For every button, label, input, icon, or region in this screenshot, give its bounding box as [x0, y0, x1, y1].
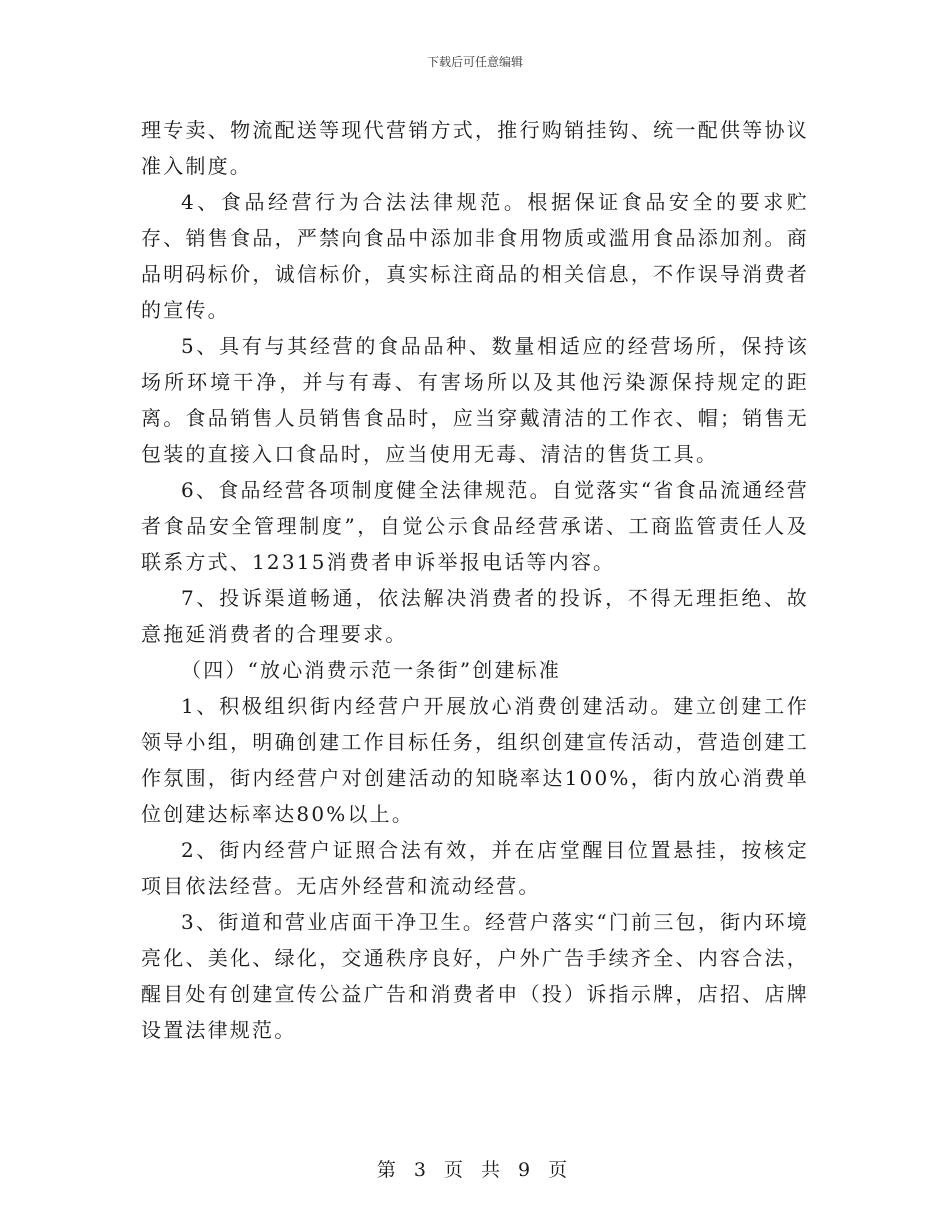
- paragraph-continuation: 理专卖、物流配送等现代营销方式，推行购销挂钩、统一配供等协议准入制度。: [141, 118, 809, 178]
- page-header-note: 下载后可任意编辑: [426, 55, 523, 69]
- document-body: [141, 112, 809, 1048]
- paragraph-item-5: 5、具有与其经营的食品品种、数量相适应的经营场所，保持该场所环境干净，并与有毒、有害场所以及其他污染源保持规定的距离。食品销售人员销售食品时，应当穿戴清洁的工作衣、帽；销售无包装的直接入口食品时，应当使用无毒、清洁的售货工具。: [141, 334, 809, 466]
- paragraph-street-item-1: 1、积极组织街内经营户开展放心消费创建活动。建立创建工作领导小组，明确创建工作目标任务，组织创建宣传活动，营造创建工作氛围，街内经营户对创建活动的知晓率达100%，街内放心消费单位创建达标率达80%以上。: [141, 694, 809, 826]
- page-number-footer: 第 3 页 共 9 页: [376, 1159, 574, 1181]
- paragraph-item-6: 6、食品经营各项制度健全法律规范。自觉落实“省食品流通经营者食品安全管理制度”，自觉公示食品经营承诺、工商监管责任人及联系方式、12315消费者申诉举报电话等内容。: [141, 478, 809, 574]
- section-heading-4: （四）“放心消费示范一条街”创建标准: [181, 658, 562, 682]
- paragraph-item-4: 4、食品经营行为合法法律规范。根据保证食品安全的要求贮存、销售食品，严禁向食品中添加非食用物质或滥用食品添加剂。商品明码标价，诚信标价，真实标注商品的相关信息，不作误导消费者的宣传。: [141, 190, 809, 322]
- paragraph-street-item-3: 3、街道和营业店面干净卫生。经营户落实“门前三包，街内环境亮化、美化、绿化，交通秩序良好，户外广告手续齐全、内容合法，醒目处有创建宣传公益广告和消费者申（投）诉指示牌，店招、店牌设置法律规范。: [141, 910, 809, 1042]
- paragraph-item-7: 7、投诉渠道畅通，依法解决消费者的投诉，不得无理拒绝、故意拖延消费者的合理要求。: [141, 586, 809, 646]
- paragraph-street-item-2: 2、街内经营户证照合法有效，并在店堂醒目位置悬挂，按核定项目依法经营。无店外经营和流动经营。: [141, 838, 809, 898]
